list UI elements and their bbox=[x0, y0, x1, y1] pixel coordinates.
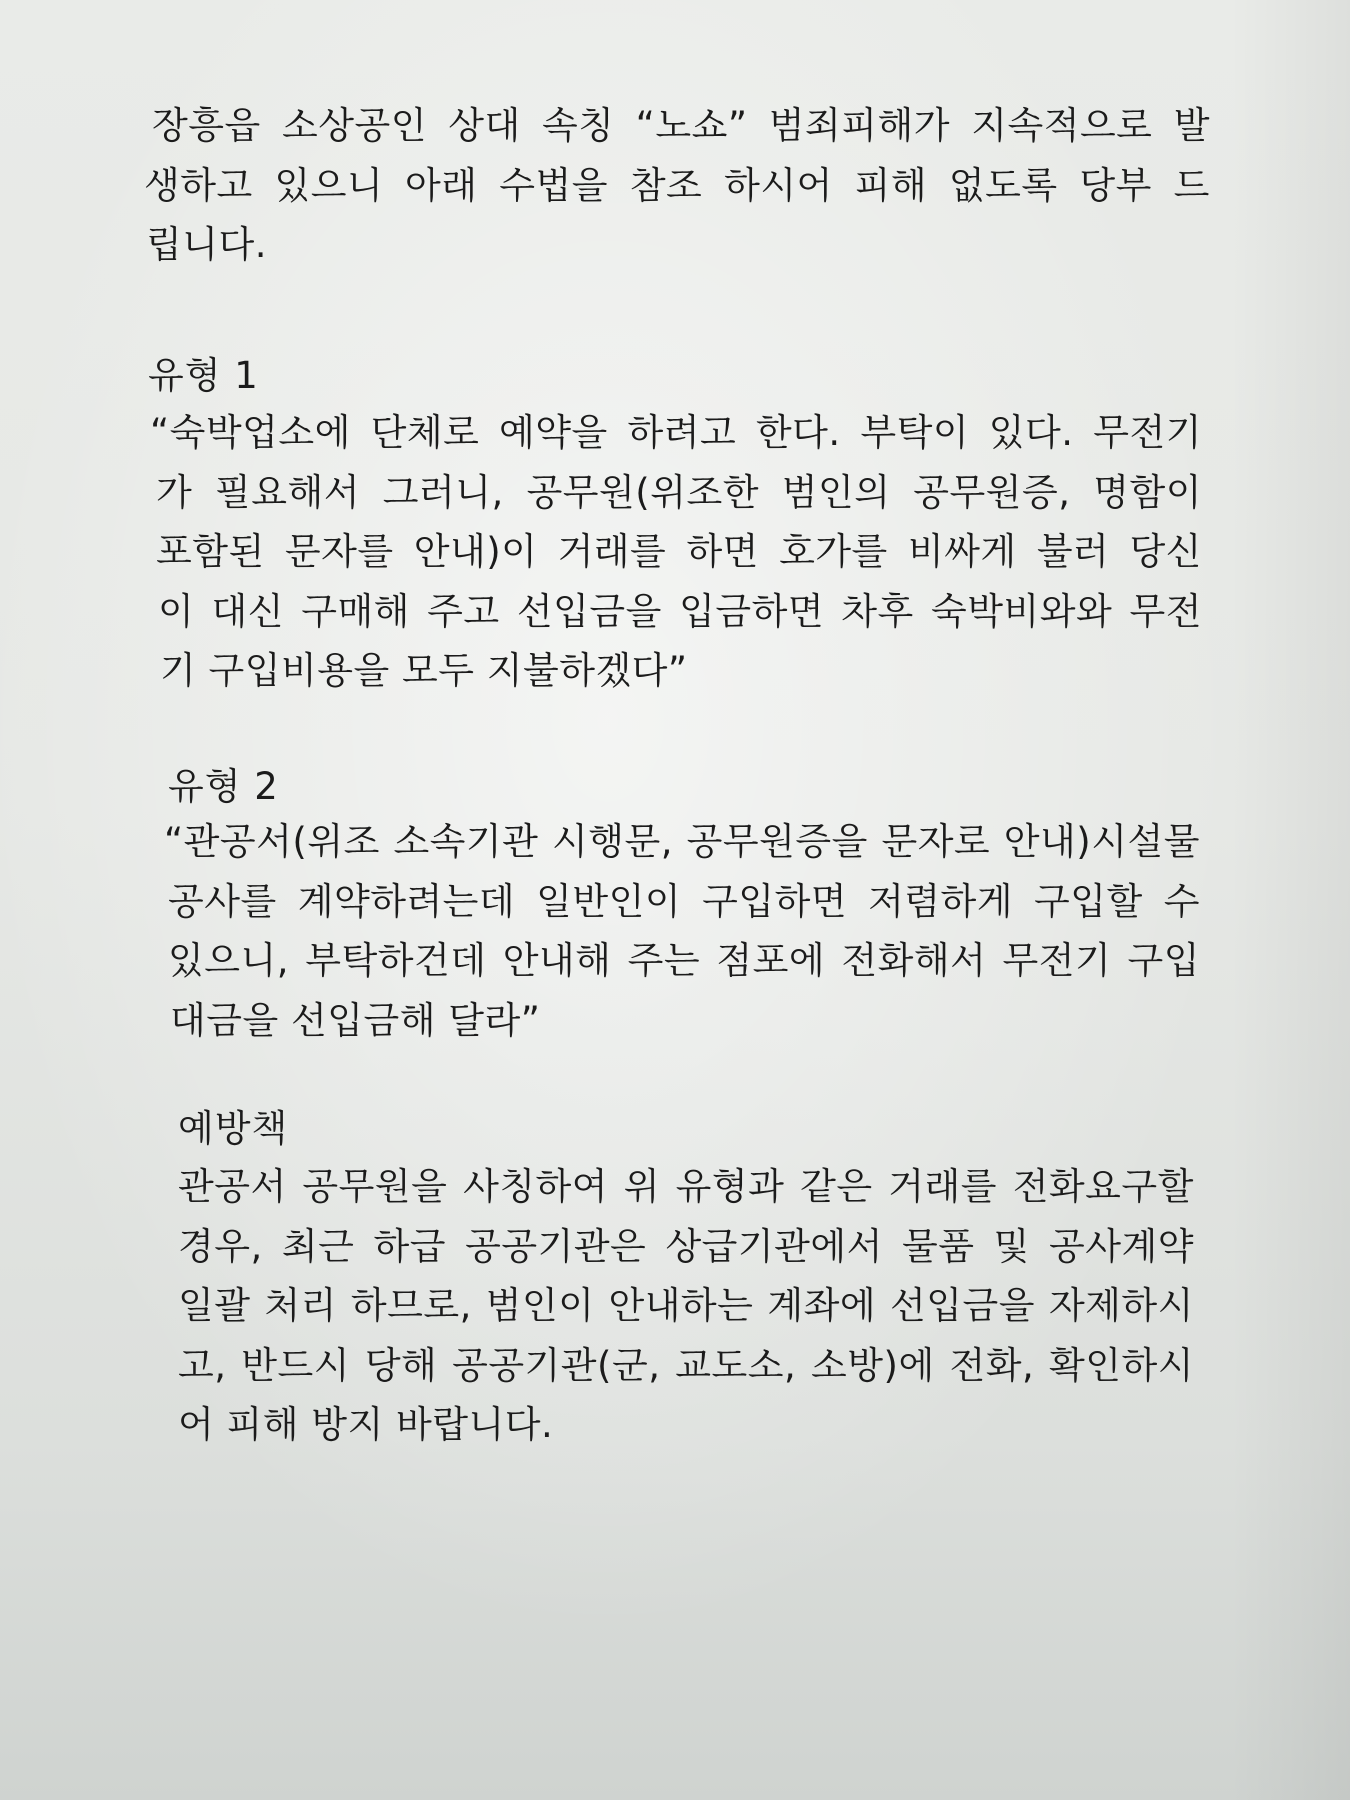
type2-line-1 bbox=[164, 812, 1200, 872]
type1-paragraph bbox=[150, 403, 1202, 701]
word: 대신 bbox=[211, 589, 284, 633]
word: 안내해 bbox=[502, 939, 612, 982]
word: 같은 bbox=[800, 1165, 873, 1208]
word: 주고 bbox=[427, 589, 500, 633]
word: 문자를 bbox=[284, 530, 394, 573]
type1-line-1 bbox=[150, 403, 1202, 463]
prevention-paragraph bbox=[178, 1157, 1194, 1455]
prevention-line-1 bbox=[178, 1157, 1194, 1217]
word: 확인하시 bbox=[1049, 1343, 1194, 1387]
word: 당해 bbox=[364, 1343, 438, 1387]
intro-paragraph bbox=[144, 96, 1210, 275]
word: 및 bbox=[993, 1224, 1030, 1268]
word: 명함이 bbox=[1093, 470, 1202, 514]
word: 거래를 bbox=[888, 1165, 997, 1208]
word: 선입금을 bbox=[516, 589, 662, 633]
word: 전화요구할 bbox=[1012, 1165, 1194, 1208]
word: “관공서(위조 bbox=[164, 820, 380, 863]
prevention-line-3 bbox=[178, 1276, 1194, 1336]
word: 부탁하건데 bbox=[305, 939, 487, 982]
word: 공공기관(군, bbox=[452, 1343, 661, 1387]
word: 범인의 bbox=[781, 470, 891, 514]
word: 예약을 bbox=[499, 411, 608, 454]
word: 문자로 bbox=[881, 820, 991, 863]
word: 처리 bbox=[264, 1284, 337, 1327]
word: 지속적으로 bbox=[971, 104, 1153, 147]
word: 불러 bbox=[1036, 530, 1110, 573]
word: 계좌에 bbox=[767, 1284, 877, 1327]
type1-line-3 bbox=[156, 522, 1202, 582]
prevention-heading: 예방책 bbox=[178, 1107, 289, 1150]
word: 공무원(위조한 bbox=[526, 470, 759, 514]
type1-heading: 유형 1 bbox=[148, 354, 259, 397]
word: 주는 bbox=[627, 939, 701, 982]
word: 있다. bbox=[988, 411, 1074, 454]
word: 수 bbox=[1163, 879, 1200, 923]
word: 안내하는 bbox=[608, 1284, 754, 1327]
word: 소상공인 bbox=[281, 104, 427, 147]
word: 장흥읍 bbox=[152, 104, 261, 147]
word: 포함된 bbox=[156, 530, 265, 573]
word: 사칭하여 bbox=[463, 1165, 609, 1208]
word: 하면 bbox=[686, 530, 759, 573]
word: 가 bbox=[156, 470, 193, 514]
word: 구매해 bbox=[301, 589, 410, 633]
word: 범인이 bbox=[485, 1284, 595, 1327]
word: “숙박업소에 bbox=[150, 411, 351, 454]
word: 공무원증을 bbox=[686, 820, 868, 863]
word: 당부 bbox=[1079, 163, 1152, 207]
word: 당신 bbox=[1129, 530, 1202, 573]
word: 교도소, bbox=[675, 1343, 797, 1387]
word: 공사계약 bbox=[1049, 1224, 1194, 1268]
word: 발 bbox=[1173, 104, 1210, 147]
word: 고, bbox=[178, 1343, 227, 1387]
prevention-line-5: 어 피해 방지 바랍니다. bbox=[178, 1403, 554, 1446]
word: 반드시 bbox=[241, 1343, 351, 1387]
type2-heading: 유형 2 bbox=[168, 765, 279, 808]
word: 한다. bbox=[755, 411, 841, 454]
word: 하급 bbox=[373, 1224, 446, 1268]
word: 전화해서 bbox=[841, 939, 987, 982]
intro-line-2 bbox=[144, 156, 1210, 216]
word: 속칭 bbox=[541, 104, 615, 147]
word: 생하고 bbox=[144, 163, 253, 207]
word: 무전 bbox=[1129, 589, 1202, 633]
word: 저렴하게 bbox=[868, 879, 1014, 923]
word: 공무원을 bbox=[302, 1165, 448, 1208]
word: 하므로, bbox=[350, 1284, 472, 1327]
word: 최근 bbox=[281, 1224, 355, 1268]
word: 상급기관에서 bbox=[665, 1224, 883, 1268]
word: 공무원증, bbox=[913, 470, 1071, 514]
word: 안내)시설물 bbox=[1003, 820, 1200, 863]
word: 아래 bbox=[405, 163, 478, 207]
word: 계약하려는데 bbox=[297, 879, 516, 923]
word: 시행문, bbox=[552, 820, 674, 863]
word: 숙박비와와 bbox=[931, 589, 1113, 633]
word: 점포에 bbox=[716, 939, 826, 982]
prevention-line-2 bbox=[178, 1217, 1194, 1277]
word: 유형과 bbox=[675, 1165, 785, 1208]
word: 구입 bbox=[1127, 939, 1200, 982]
type1-line-2 bbox=[156, 463, 1202, 523]
word: 소방)에 bbox=[811, 1343, 935, 1387]
word: 호가를 bbox=[779, 530, 888, 573]
type2-line-3 bbox=[168, 931, 1200, 991]
type2-line-4: 대금을 선입금해 달라” bbox=[170, 998, 541, 1042]
word: 경우, bbox=[178, 1224, 263, 1268]
type1-line-4 bbox=[158, 582, 1202, 642]
word: 피해 bbox=[854, 163, 928, 207]
word: 있으니 bbox=[274, 163, 384, 207]
word: 범죄피해가 bbox=[768, 104, 950, 147]
word: 구입할 bbox=[1034, 879, 1143, 923]
word: 이 bbox=[158, 589, 195, 633]
prevention-line-4 bbox=[178, 1336, 1194, 1396]
word: 비싸게 bbox=[907, 530, 1017, 573]
word: 자제하시 bbox=[1048, 1284, 1194, 1327]
word: “노쇼” bbox=[635, 104, 748, 147]
word: 관공서 bbox=[178, 1165, 287, 1208]
word: 소속기관 bbox=[393, 820, 539, 863]
type2-paragraph bbox=[164, 812, 1200, 1050]
type2-line-2 bbox=[168, 872, 1200, 932]
intro-line-3: 립니다. bbox=[146, 223, 267, 266]
word: 공사를 bbox=[168, 879, 277, 923]
word: 있으니, bbox=[168, 939, 289, 982]
word: 무전기 bbox=[1093, 411, 1202, 454]
word: 선입금을 bbox=[890, 1284, 1035, 1327]
word: 공공기관은 bbox=[465, 1224, 647, 1268]
word: 부탁이 bbox=[860, 411, 970, 454]
word: 없도록 bbox=[948, 163, 1058, 207]
word: 하시어 bbox=[724, 163, 833, 207]
word: 위 bbox=[623, 1165, 660, 1208]
word: 일괄 bbox=[178, 1284, 251, 1327]
word: 드 bbox=[1173, 163, 1210, 207]
word: 전화, bbox=[949, 1343, 1035, 1387]
word: 물품 bbox=[902, 1224, 975, 1268]
word: 구입하면 bbox=[702, 879, 848, 923]
word: 하려고 bbox=[627, 411, 737, 454]
word: 참조 bbox=[629, 163, 703, 207]
type1-line-5: 기 구입비용을 모두 지불하겠다” bbox=[160, 649, 688, 692]
word: 차후 bbox=[841, 589, 914, 633]
word: 무전기 bbox=[1002, 939, 1112, 982]
word: 일반인이 bbox=[536, 879, 682, 923]
word: 입금하면 bbox=[679, 589, 825, 633]
word: 단체로 bbox=[370, 411, 480, 454]
word: 거래를 bbox=[557, 530, 667, 573]
word: 필요해서 bbox=[215, 470, 360, 514]
word: 상대 bbox=[448, 104, 521, 147]
intro-line-1 bbox=[152, 96, 1210, 156]
word: 안내)이 bbox=[413, 530, 538, 573]
word: 수법을 bbox=[499, 163, 609, 207]
word: 그러니, bbox=[382, 470, 504, 514]
